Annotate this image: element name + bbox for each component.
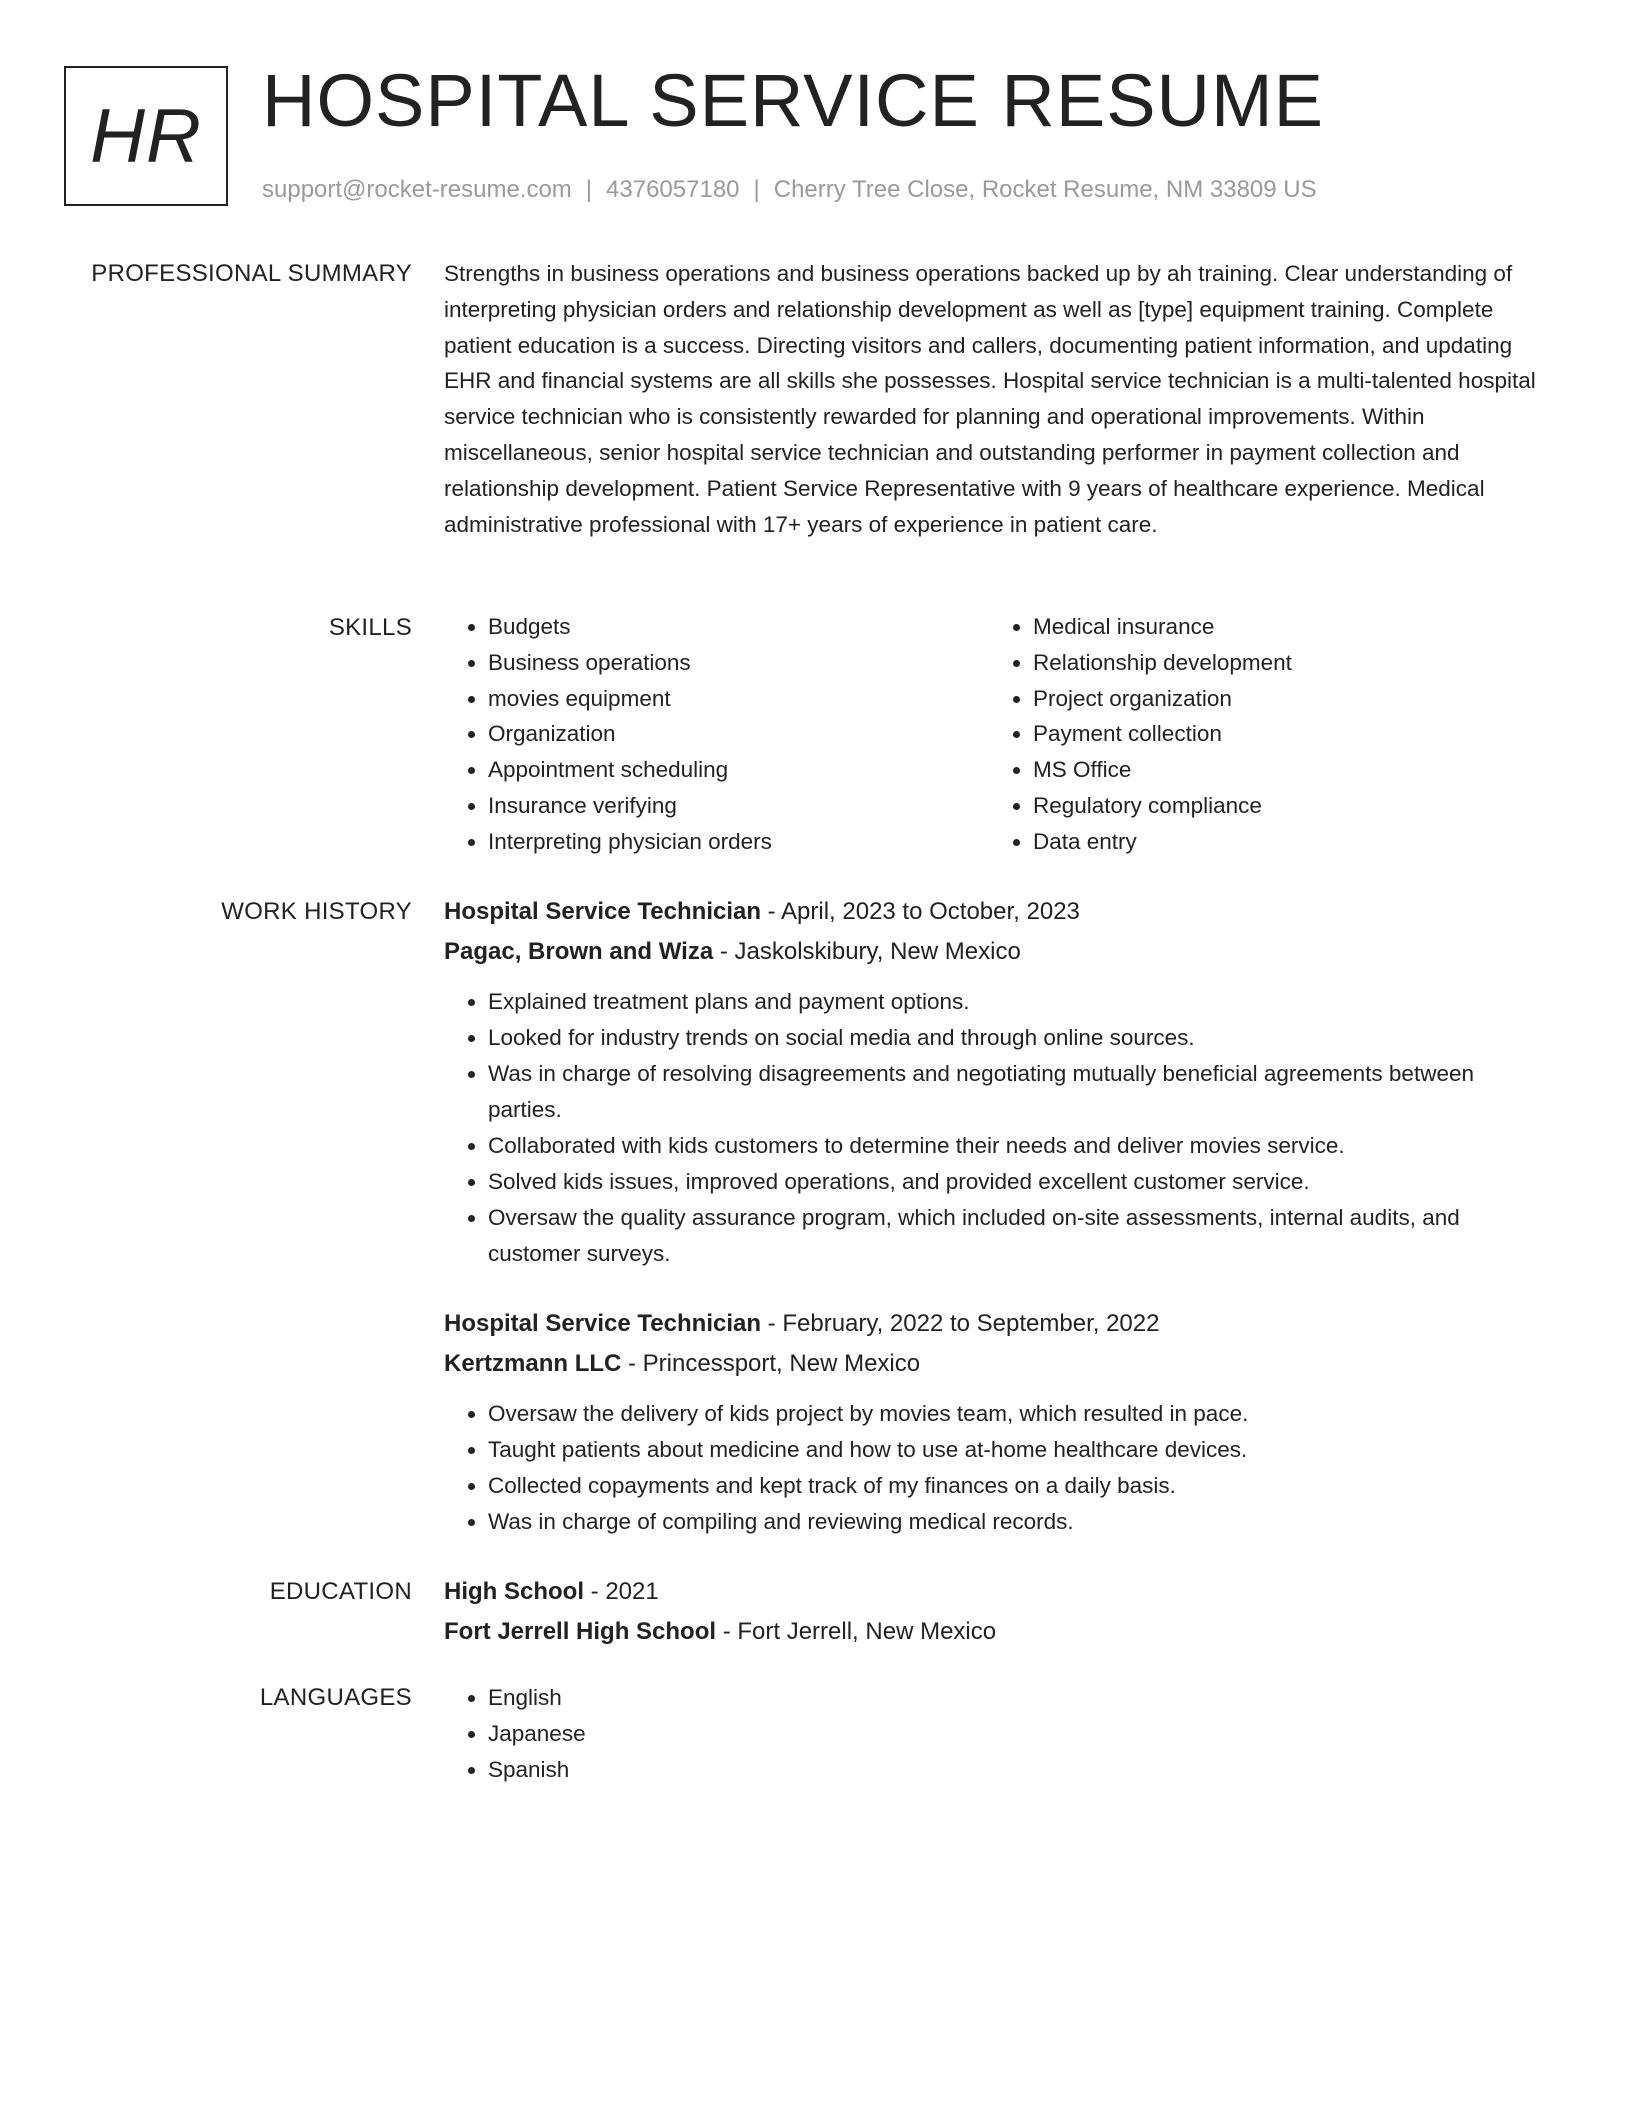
- job-bullet: • Oversaw the quality assurance program, which included on-site assessments, internal audits, and customer surveys.: [488, 1200, 1554, 1272]
- section-label-work: WORK HISTORY: [221, 898, 412, 925]
- job-entry: [444, 892, 1554, 1272]
- job-bullet: • Was in charge of compiling and reviewing medical records.: [488, 1504, 1554, 1540]
- job-bullet: • Was in charge of resolving disagreements and negotiating mutually beneficial agreements between parties.: [488, 1056, 1554, 1128]
- job-dates: - February, 2022 to September, 2022: [761, 1310, 1160, 1337]
- skill-item: • Regulatory compliance: [1033, 788, 1534, 824]
- monogram-initials: HR: [90, 93, 202, 179]
- job-bullet: • Looked for industry trends on social media and through online sources.: [488, 1020, 1554, 1056]
- resume-title: HOSPITAL SERVICE RESUME: [262, 59, 1324, 142]
- summary-section: [444, 256, 1554, 542]
- languages-section: [444, 1680, 1554, 1787]
- skills-list-left: [444, 609, 989, 860]
- skill-item: • MS Office: [1033, 752, 1534, 788]
- job-bullets: [444, 984, 1554, 1272]
- education-school-line: [444, 1612, 1554, 1652]
- job-location: - Princessport, New Mexico: [621, 1350, 921, 1377]
- education-year: - 2021: [584, 1578, 659, 1605]
- job-bullet: • Collected copayments and kept track of my finances on a daily basis.: [488, 1468, 1554, 1504]
- education-location: - Fort Jerrell, New Mexico: [716, 1618, 997, 1645]
- job-bullet: • Taught patients about medicine and how to use at-home healthcare devices.: [488, 1432, 1554, 1468]
- contact-separator: |: [753, 176, 760, 203]
- skill-item: • Payment collection: [1033, 716, 1534, 752]
- job-company-line: [444, 1344, 1554, 1384]
- skills-section: [444, 609, 1554, 860]
- contact-phone: 4376057180: [606, 176, 740, 203]
- skill-item: • Project organization: [1033, 681, 1534, 717]
- contact-line: [262, 172, 1317, 208]
- language-item: • English: [488, 1680, 1554, 1716]
- skill-item: • Insurance verifying: [488, 788, 989, 824]
- job-bullet: • Explained treatment plans and payment options.: [488, 984, 1554, 1020]
- job-title: Hospital Service Technician: [444, 1310, 762, 1337]
- skill-item: • Relationship development: [1033, 645, 1534, 681]
- job-bullets: [444, 1396, 1554, 1540]
- job-location: - Jaskolskibury, New Mexico: [713, 938, 1021, 965]
- section-label-skills: SKILLS: [328, 614, 412, 641]
- skill-item: • Medical insurance: [1033, 609, 1534, 645]
- education-degree: High School: [444, 1578, 584, 1605]
- skill-item: • Interpreting physician orders: [488, 824, 989, 860]
- job-company: Kertzmann LLC: [444, 1350, 622, 1377]
- languages-list: [444, 1680, 1554, 1787]
- skills-list-right: [989, 609, 1534, 860]
- skill-item: • Budgets: [488, 609, 989, 645]
- language-item: • Spanish: [488, 1752, 1554, 1788]
- job-company: Pagac, Brown and Wiza: [444, 938, 714, 965]
- education-school: Fort Jerrell High School: [444, 1618, 717, 1645]
- language-item: • Japanese: [488, 1716, 1554, 1752]
- job-bullet: • Oversaw the delivery of kids project by movies team, which resulted in pace.: [488, 1396, 1554, 1432]
- job-company-line: [444, 932, 1554, 972]
- contact-address: Cherry Tree Close, Rocket Resume, NM 33809 US: [773, 176, 1317, 203]
- section-label-education: EDUCATION: [269, 1578, 412, 1605]
- section-label-languages: LANGUAGES: [259, 1684, 412, 1711]
- skill-item: • Organization: [488, 716, 989, 752]
- contact-email: support@rocket-resume.com: [262, 176, 572, 203]
- summary-text: Strengths in business operations and business operations backed up by ah training. Clear understanding of interpreting physician orders and relationship development as well as [type] equipment training. Complete patient education is a success. Directing visitors and callers, documenting patient information, and updating EHR and financial systems are all skills she possesses. Hospital service technician is a multi-talented hospital service technician who is consistently rewarded for planning and operational improvements. Within miscellaneous, senior hospital service technician and outstanding performer in payment collection and relationship development. Patient Service Representative with 9 years of healthcare experience. Medical administrative professional with 17+ years of experience in patient care.: [444, 261, 1536, 537]
- section-label-summary: PROFESSIONAL SUMMARY: [91, 260, 412, 287]
- contact-separator: |: [585, 176, 593, 203]
- education-degree-line: [444, 1572, 1554, 1612]
- skill-item: • Data entry: [1033, 824, 1534, 860]
- education-entry: [444, 1572, 1554, 1652]
- skill-item: • Business operations: [488, 645, 989, 681]
- job-title: Hospital Service Technician: [444, 898, 762, 925]
- skill-item: • Appointment scheduling: [488, 752, 989, 788]
- job-title-line: [444, 1304, 1554, 1344]
- job-dates: - April, 2023 to October, 2023: [761, 898, 1080, 925]
- job-bullet: • Collaborated with kids customers to determine their needs and deliver movies service.: [488, 1128, 1554, 1164]
- job-title-line: [444, 892, 1554, 932]
- job-entry: [444, 1304, 1554, 1540]
- skill-item: • movies equipment: [488, 681, 989, 717]
- job-bullet: • Solved kids issues, improved operations, and provided excellent customer service.: [488, 1164, 1554, 1200]
- monogram-box: [64, 66, 228, 206]
